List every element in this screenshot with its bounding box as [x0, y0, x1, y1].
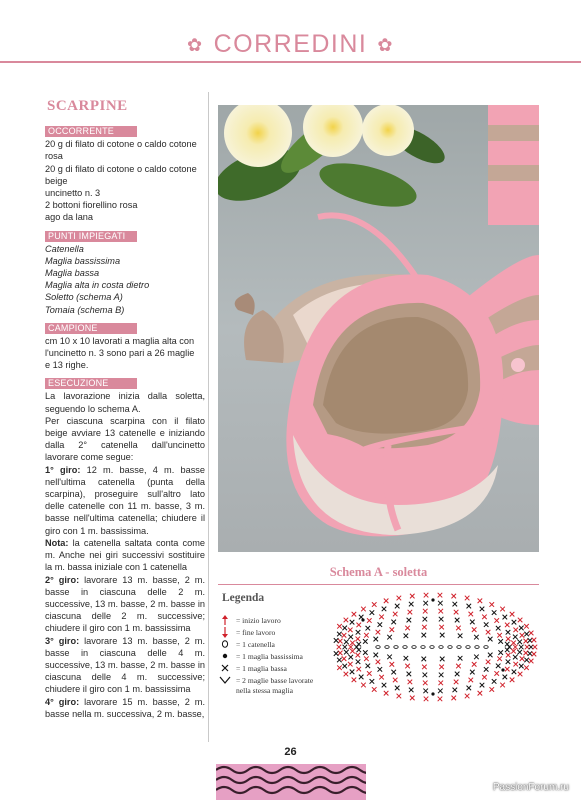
single-crochet-mark	[355, 637, 360, 642]
single-crochet-mark	[438, 697, 443, 702]
single-crochet-mark	[519, 664, 524, 669]
single-crochet-mark	[451, 594, 456, 599]
single-crochet-mark	[470, 620, 475, 625]
punti-label: PUNTI IMPIEGATI	[45, 231, 137, 242]
single-crochet-mark	[378, 667, 383, 672]
single-crochet-mark	[513, 662, 518, 667]
header-title-row	[0, 30, 581, 59]
giro-text: lavorare 13 m. basse, 2 m. basse in ciascuna delle 2 m. successive, 13 m. basse, 2 m. basse in ciascuna delle 2 m. successive; chiudere il giro con 1 m. bassissima	[45, 574, 205, 634]
header-divider	[0, 61, 581, 63]
column-divider	[208, 92, 209, 742]
single-crochet-mark	[497, 633, 502, 638]
punti-list	[45, 243, 205, 316]
chain-oval-icon	[218, 640, 232, 648]
single-crochet-mark	[489, 687, 494, 692]
single-crochet-mark	[342, 664, 347, 669]
single-crochet-mark	[498, 639, 503, 644]
legend-label: = 2 maglie basse lavorate	[236, 675, 314, 685]
legend-label: = 1 catenella	[236, 639, 275, 649]
single-crochet-mark	[484, 667, 489, 672]
single-crochet-mark	[337, 645, 342, 650]
page-header	[0, 0, 581, 64]
legend-item	[218, 650, 333, 662]
single-crochet-mark	[338, 651, 343, 656]
schema-divider	[218, 584, 539, 585]
legend-item	[218, 662, 333, 674]
legend-label: = fine lavoro	[236, 627, 276, 637]
single-crochet-mark	[505, 648, 510, 653]
single-crochet-mark	[344, 650, 349, 655]
nota-text: la catenella saltata conta come m. Anche nei giri successivi sostituire la m. bassa iniziale con 1 catenella	[45, 537, 205, 573]
single-crochet-mark	[337, 658, 342, 663]
single-crochet-mark	[532, 652, 537, 657]
single-crochet-mark	[474, 635, 479, 640]
list-item: cm 10 x 10 lavorati a maglia alta con	[45, 335, 195, 346]
slip-stitch-mark	[501, 668, 504, 671]
single-crochet-mark	[348, 662, 353, 667]
giro-label: 2° giro:	[45, 574, 80, 585]
list-item: ago da lana	[45, 212, 94, 223]
slip-stitch-mark	[361, 618, 364, 621]
giro-4	[45, 696, 205, 720]
chain-mark	[376, 646, 380, 649]
single-crochet-mark	[498, 650, 503, 655]
single-crochet-mark	[503, 675, 508, 680]
single-crochet-mark	[524, 624, 529, 629]
single-crochet-mark	[408, 680, 413, 685]
single-crochet-mark	[505, 667, 510, 672]
single-crochet-mark	[356, 642, 361, 647]
chain-mark	[421, 646, 425, 649]
single-crochet-mark	[517, 650, 522, 655]
legend	[218, 592, 333, 697]
single-crochet-mark	[372, 687, 377, 692]
single-crochet-mark	[379, 675, 384, 680]
single-crochet-mark	[458, 633, 463, 638]
chain-mark	[475, 646, 479, 649]
chain-mark	[385, 646, 389, 649]
single-crochet-mark	[454, 610, 459, 615]
schema-title: Schema A - soletta	[329, 565, 428, 579]
single-crochet-mark	[356, 667, 361, 672]
single-crochet-mark	[361, 607, 366, 612]
single-crochet-mark	[397, 694, 402, 699]
single-crochet-mark	[474, 655, 479, 660]
single-crochet-mark	[359, 675, 364, 680]
single-crochet-mark	[439, 625, 444, 630]
single-crochet-mark	[342, 626, 347, 631]
chain-mark	[439, 646, 443, 649]
occorrente-label: OCCORRENTE	[45, 126, 137, 137]
single-crochet-mark	[422, 665, 427, 670]
single-crochet-mark	[405, 626, 410, 631]
single-crochet-mark	[497, 656, 502, 661]
single-crochet-mark	[472, 627, 477, 632]
single-crochet-mark	[334, 638, 339, 643]
single-crochet-mark	[363, 639, 368, 644]
single-crochet-mark	[338, 639, 343, 644]
list-item: Tomaia (schema B)	[45, 304, 125, 315]
single-crochet-mark	[366, 626, 371, 631]
single-crochet-mark	[465, 694, 470, 699]
single-crochet-mark	[438, 601, 443, 606]
single-crochet-mark	[372, 602, 377, 607]
single-crochet-mark	[352, 612, 357, 617]
list-item: Soletto (schema A)	[45, 292, 123, 303]
single-crochet-mark	[364, 656, 369, 661]
single-crochet-mark	[500, 607, 505, 612]
single-crochet-x-icon	[218, 664, 232, 672]
single-crochet-mark	[376, 630, 381, 635]
baby-shoes-photo	[218, 105, 539, 552]
single-crochet-mark	[478, 599, 483, 604]
single-crochet-mark	[391, 670, 396, 675]
single-crochet-mark	[505, 642, 510, 647]
chain-mark	[412, 646, 416, 649]
single-crochet-mark	[343, 645, 348, 650]
single-crochet-mark	[397, 596, 402, 601]
list-item: Catenella	[45, 243, 84, 254]
arrow-up-red-icon	[218, 615, 232, 626]
single-crochet-mark	[470, 670, 475, 675]
single-crochet-mark	[532, 638, 537, 643]
single-crochet-mark	[350, 620, 355, 625]
single-crochet-mark	[488, 653, 493, 658]
single-crochet-mark	[393, 678, 398, 683]
list-item: 20 g di filato di cotone o caldo cotone	[45, 139, 197, 150]
single-crochet-mark	[489, 602, 494, 607]
watermark: PassionForum.ru	[492, 782, 569, 793]
single-crochet-mark	[348, 655, 353, 660]
single-crochet-mark	[510, 612, 515, 617]
single-crochet-mark	[506, 637, 511, 642]
giro-label: 4° giro:	[45, 696, 80, 707]
single-crochet-mark	[348, 635, 353, 640]
page-title: CORREDINI	[213, 30, 368, 58]
crochet-diagram	[333, 590, 541, 704]
single-crochet-mark	[423, 689, 428, 694]
chain-mark	[403, 646, 407, 649]
single-crochet-mark	[467, 686, 472, 691]
single-crochet-mark	[451, 696, 456, 701]
single-crochet-mark	[387, 635, 392, 640]
giro-text: lavorare 13 m. basse, 2 m. basse in ciascuna delle 4 m. successive, 13 m. basse, 2 m. basse in ciascuna delle 4 m. successive; chiudere il giro con 1 m. bassissima	[45, 635, 205, 695]
single-crochet-mark	[453, 688, 458, 693]
single-crochet-mark	[486, 630, 491, 635]
single-crochet-mark	[519, 626, 524, 631]
legend-item	[218, 674, 333, 686]
single-crochet-mark	[455, 618, 460, 623]
single-crochet-mark	[439, 617, 444, 622]
single-crochet-mark	[379, 615, 384, 620]
single-crochet-mark	[511, 649, 516, 654]
single-crochet-mark	[423, 617, 428, 622]
single-crochet-mark	[355, 653, 360, 658]
occorrente-list	[45, 138, 205, 223]
single-crochet-mark	[344, 618, 349, 623]
single-crochet-mark	[520, 633, 525, 638]
giro-text: 12 m. basse, 4 m. basse nell'ultima catenella (punta della scarpina), proseguire sull'altro lato delle catenelle con 11 m. basse, 3 m. basse nell'ultima catenella; chiudere il giro con 1 m. bassissima.	[45, 464, 205, 536]
single-crochet-mark	[533, 645, 538, 650]
single-crochet-mark	[337, 632, 342, 637]
flower-icon: ✿	[187, 34, 204, 55]
single-crochet-mark	[494, 618, 499, 623]
single-crochet-mark	[496, 626, 501, 631]
single-crochet-mark	[424, 697, 429, 702]
single-crochet-mark	[439, 673, 444, 678]
single-crochet-mark	[334, 651, 339, 656]
single-crochet-mark	[373, 653, 378, 658]
single-crochet-mark	[410, 696, 415, 701]
single-crochet-mark	[376, 660, 381, 665]
single-crochet-mark	[511, 641, 516, 646]
single-crochet-mark	[513, 635, 518, 640]
single-crochet-mark	[342, 656, 347, 661]
single-crochet-mark	[409, 602, 414, 607]
nota	[45, 537, 205, 574]
single-crochet-mark	[337, 665, 342, 670]
list-item: 20 g di filato di cotone o caldo cotone	[45, 163, 197, 174]
single-crochet-mark	[506, 653, 511, 658]
single-crochet-mark	[488, 637, 493, 642]
nota-label: Nota:	[45, 537, 69, 548]
single-crochet-mark	[356, 623, 361, 628]
list-item: uncinetto n. 3	[45, 188, 101, 199]
single-crochet-mark	[465, 596, 470, 601]
single-crochet-mark	[367, 671, 372, 676]
single-crochet-mark	[344, 672, 349, 677]
single-crochet-mark	[356, 659, 361, 664]
single-crochet-mark	[468, 612, 473, 617]
single-crochet-mark	[404, 656, 409, 661]
campione-text	[45, 335, 205, 372]
single-crochet-mark	[405, 664, 410, 669]
list-item: Maglia bassa	[45, 268, 100, 279]
single-crochet-mark	[366, 664, 371, 669]
single-crochet-mark	[378, 622, 383, 627]
legend-label-continuation: nella stessa maglia	[236, 686, 293, 695]
single-crochet-mark	[350, 669, 355, 674]
legend-item	[218, 638, 333, 650]
arrow-down-red-icon	[218, 627, 232, 638]
single-crochet-mark	[440, 657, 445, 662]
single-crochet-mark	[518, 618, 523, 623]
single-crochet-mark	[407, 618, 412, 623]
list-item: 2 bottoni fiorellino rosa	[45, 200, 138, 211]
single-crochet-mark	[520, 656, 525, 661]
single-crochet-mark	[529, 631, 534, 636]
giro-1	[45, 464, 205, 537]
single-crochet-mark	[423, 673, 428, 678]
single-crochet-mark	[384, 599, 389, 604]
single-crochet-mark	[486, 660, 491, 665]
single-crochet-mark	[424, 593, 429, 598]
single-crochet-mark	[440, 633, 445, 638]
single-crochet-mark	[455, 672, 460, 677]
giro-text: lavorare 15 m. basse, 2 m. basse nella m. successiva, 2 m. basse,	[45, 696, 205, 719]
single-crochet-mark	[500, 683, 505, 688]
legend-label: = 1 maglia bassissima	[236, 651, 303, 661]
list-item: l'uncinetto n. 3 sono pari a 26 maglie	[45, 348, 195, 359]
legend-label: = inizio lavoro	[236, 615, 281, 625]
list-item: beige	[45, 175, 68, 186]
list-item: e 13 righe.	[45, 360, 89, 371]
chain-mark	[448, 646, 452, 649]
single-crochet-mark	[337, 624, 342, 629]
single-crochet-mark	[382, 607, 387, 612]
single-crochet-mark	[387, 655, 392, 660]
single-crochet-mark	[410, 594, 415, 599]
single-crochet-mark	[350, 641, 355, 646]
single-crochet-mark	[344, 640, 349, 645]
single-crochet-mark	[503, 615, 508, 620]
esecuzione-intro: La lavorazione inizia dalla soletta, seguendo lo schema A.	[45, 391, 205, 414]
esecuzione-paragraph: Per ciascuna scarpina con il filato beige avviare 13 catenelle e iniziando dalla 2° catenella dall'uncinetto lavorare come segue:	[45, 415, 205, 463]
single-crochet-mark	[382, 683, 387, 688]
single-crochet-mark	[423, 609, 428, 614]
single-crochet-mark	[484, 622, 489, 627]
single-crochet-mark	[453, 602, 458, 607]
single-crochet-mark	[513, 645, 518, 650]
single-crochet-mark	[422, 625, 427, 630]
instructions-column	[45, 92, 205, 720]
single-crochet-mark	[348, 628, 353, 633]
single-crochet-mark	[421, 657, 426, 662]
single-crochet-mark	[390, 662, 395, 667]
single-crochet-mark	[391, 620, 396, 625]
single-crochet-mark	[408, 610, 413, 615]
single-crochet-mark	[523, 651, 528, 656]
single-crochet-mark	[519, 645, 524, 650]
single-crochet-mark	[370, 610, 375, 615]
single-crochet-mark	[518, 672, 523, 677]
single-crochet-mark	[478, 691, 483, 696]
page-number: 26	[284, 746, 297, 758]
single-crochet-mark	[364, 633, 369, 638]
list-item: rosa	[45, 151, 63, 162]
single-crochet-mark	[513, 655, 518, 660]
single-crochet-mark	[512, 669, 517, 674]
single-crochet-mark	[494, 671, 499, 676]
campione-label: CAMPIONE	[45, 323, 137, 334]
single-crochet-mark	[506, 659, 511, 664]
single-crochet-mark	[342, 633, 347, 638]
single-crochet-mark	[395, 604, 400, 609]
single-crochet-mark	[506, 630, 511, 635]
single-crochet-mark	[421, 633, 426, 638]
single-crochet-mark	[438, 681, 443, 686]
single-crochet-mark	[496, 664, 501, 669]
chain-mark	[430, 646, 434, 649]
single-crochet-mark	[517, 640, 522, 645]
single-crochet-mark	[363, 650, 368, 655]
single-crochet-mark	[409, 688, 414, 693]
single-crochet-mark	[438, 593, 443, 598]
list-item: Maglia alta in costa dietro	[45, 280, 150, 291]
single-crochet-mark	[510, 678, 515, 683]
single-crochet-mark	[492, 610, 497, 615]
list-item: Maglia bassissima	[45, 255, 121, 266]
single-crochet-mark	[513, 628, 518, 633]
single-crochet-mark	[438, 689, 443, 694]
single-crochet-mark	[524, 658, 529, 663]
single-crochet-mark	[467, 604, 472, 609]
single-crochet-mark	[439, 665, 444, 670]
single-crochet-mark	[482, 615, 487, 620]
single-crochet-mark	[404, 633, 409, 638]
single-crochet-mark	[480, 607, 485, 612]
single-crochet-mark	[524, 665, 529, 670]
single-crochet-mark	[492, 679, 497, 684]
chain-mark	[457, 646, 461, 649]
legend-item	[218, 626, 333, 638]
legend-title: Legenda	[222, 592, 265, 604]
single-crochet-mark	[456, 664, 461, 669]
single-crochet-mark	[370, 679, 375, 684]
single-crochet-mark	[454, 680, 459, 685]
single-crochet-mark	[373, 637, 378, 642]
legend-label: = 1 maglia bassa	[236, 663, 287, 673]
legend-item	[218, 614, 333, 626]
section-title: SCARPINE	[47, 98, 128, 114]
single-crochet-mark	[367, 618, 372, 623]
single-crochet-mark	[468, 678, 473, 683]
single-crochet-mark	[472, 662, 477, 667]
single-crochet-mark	[356, 630, 361, 635]
chain-mark	[394, 646, 398, 649]
single-crochet-mark	[438, 609, 443, 614]
single-crochet-mark	[352, 678, 357, 683]
slip-stitch-mark	[431, 598, 434, 601]
chain-mark	[484, 646, 488, 649]
single-crochet-mark	[482, 675, 487, 680]
slip-stitch-dot-icon	[218, 653, 232, 659]
single-crochet-mark	[505, 623, 510, 628]
single-crochet-mark	[524, 632, 529, 637]
giro-3	[45, 635, 205, 696]
single-crochet-mark	[458, 656, 463, 661]
single-crochet-mark	[348, 645, 353, 650]
single-crochet-mark	[395, 686, 400, 691]
single-crochet-mark	[407, 672, 412, 677]
single-crochet-mark	[480, 683, 485, 688]
giro-label: 1° giro:	[45, 464, 81, 475]
single-crochet-mark	[529, 659, 534, 664]
single-crochet-mark	[456, 626, 461, 631]
single-crochet-mark	[350, 649, 355, 654]
giro-2	[45, 574, 205, 635]
footer-pattern-strip	[216, 764, 366, 800]
single-crochet-mark	[390, 627, 395, 632]
single-crochet-mark	[361, 683, 366, 688]
single-crochet-mark	[384, 691, 389, 696]
single-crochet-mark	[423, 681, 428, 686]
flower-icon: ✿	[377, 34, 394, 55]
single-crochet-mark	[393, 612, 398, 617]
single-crochet-mark	[523, 639, 528, 644]
esecuzione-label: ESECUZIONE	[45, 378, 137, 389]
giro-label: 3° giro:	[45, 635, 80, 646]
chain-mark	[466, 646, 470, 649]
slip-stitch-mark	[431, 692, 434, 695]
increase-v-icon	[218, 676, 232, 684]
single-crochet-mark	[512, 620, 517, 625]
single-crochet-mark	[423, 601, 428, 606]
